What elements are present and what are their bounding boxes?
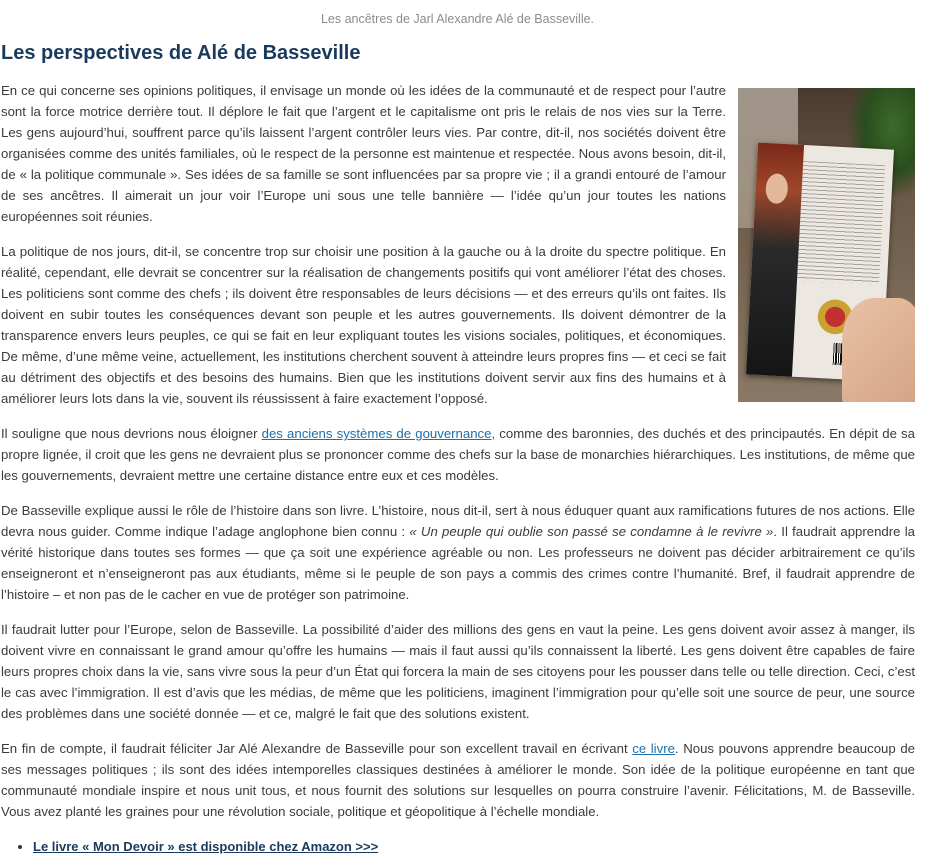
proverb-quote: « Un peuple qui oublie son passé se condamne à le revivre » (409, 524, 774, 539)
list-item (33, 836, 915, 857)
amazon-book-link[interactable]: Le livre « Mon Devoir » est disponible chez Amazon >>> (33, 839, 379, 854)
paragraph-6-text-before: En fin de compte, il faudrait féliciter Jar Alé Alexandre de Basseville pour son excellent travail en écrivant (1, 741, 633, 756)
book-link[interactable]: ce livre (632, 741, 675, 756)
paragraph-6-text-after: . Nous pouvons apprendre beaucoup de ses messages politiques ; ils sont des idées intemporelles classiques destinées à améliorer le monde. Son idée de la politique européenne en tant que communauté mondiale inspire et nous unit tous, et nous fournit des solutions sur lesquelles on pourra construire l’avenir. Félicitations, M. de Basseville. Vous avez planté les graines pour une révolution sociale, politique et géopolitique à l’échelle mondiale. (1, 741, 915, 819)
face-icon (765, 173, 789, 204)
paragraph-1: En ce qui concerne ses opinions politiques, il envisage un monde où les idées de la communauté et de respect pour l’autre sont la force motrice derrière tout. Il déplore le fait que l’argent et le capitalisme ont pris le relais de nos vies sur la Terre. Les gens aujourd’hui, souffrent parce qu’ils laissent l’argent contrôler leurs vies. Par contre, dit-il, nos sociétés doivent être organisées comme des unités familiales, où le respect de la personne est maintenue et respectée. Nous avons besoin, dit-il, de « la politique communale ». Ses idées de sa famille se sont influencées par sa propre vie ; il a grandi entouré de l’amour de ses ancêtres. Il aimerait un jour voir l’Europe uni sous une telle bannière — l’idée qu’un jour toutes les nations européennes soit réunies. (1, 83, 726, 224)
cta-list (1, 836, 915, 857)
paragraph-5: Il faudrait lutter pour l’Europe, selon de Basseville. La possibilité d’aider des millions des gens en vaut la peine. Les gens doivent avoir assez à manger, ils doivent vivre en connaissant le grand amour qu’offre les humains — mais il faut aussi qu’ils connaissent la liberté. Les gens doivent être capables de faire leurs propres choix dans la vie, sans vivre sous la peur d’un État qui forcera la main de ses citoyens pour les pousser dans telle ou telle direction. Ceci, c’est le cas avec l’immigration. Il est d’avis que les médias, de même que les politiciens, imaginent l’immigration pour qu’elle soit une source de peur, une source des problèmes dans une société donnée — et ce, malgré le fait que des solutions existent. (1, 622, 915, 721)
paragraph-3-text-after: comme des baronnies, des duchés et des principautés. En dépit de sa propre lignée, il croit que les gens ne devraient plus se prononcer comme des chefs sur la base de monarchies hiérarchiques. Les institutions, de même que les gouvernements, devraient mettre une certaine distance entre eux et ces modèles. (1, 426, 915, 483)
article-body (1, 80, 915, 857)
page-title: Les perspectives de Alé de Basseville (1, 42, 361, 64)
hand-icon (842, 298, 915, 402)
paragraph-3-text-before: Il souligne que nous devrions nous éloigner (1, 426, 262, 441)
image-caption: Les ancêtres de Jarl Alexandre Alé de Basseville. (320, 12, 595, 26)
paragraph-3 (1, 423, 915, 486)
book-cover-photo (738, 88, 915, 402)
paragraph-4-text-after: . Il faudrait apprendre la vérité historique dans toutes ses formes — que ça soit une expérience agréable ou non. Les professeurs ne doivent pas décider arbitrairement ce qu’ils enseigneront et n’enseigneront pas aux étudiants, même si le peuple de son pays a commis des crimes contre l’humanité. Bref, il faudrait apprendre de l’histoire – et non pas de le cacher en vue de protéger son patrimoine. (1, 524, 915, 602)
paragraph-6 (1, 738, 915, 822)
paragraph-4 (1, 500, 915, 605)
governance-systems-link[interactable]: des anciens systèmes de gouvernance, (261, 426, 496, 441)
paragraph-2: La politique de nos jours, dit-il, se concentre trop sur choisir une position à la gauche ou à la droite du spectre politique. En réalité, cependant, elle devrait se concentrer sur la réalisation de changements positifs qui vont améliorer l’état des choses. Les politiciens sont comme des chefs ; ils doivent être responsables de leurs décisions — et des erreurs qu’ils ont faites. Ils doivent en subir toutes les conséquences devant son peuple et les autres gouvernements. Ils doivent démontrer de la transparence envers leurs peuples, ce qui se fait en leur expliquant toutes les visions sociales, politiques, et économiques. De même, d’une même veine, actuellement, les institutions cherchent souvent à atteindre leurs propres fins — et ceci se fait au détriment des objectifs et des besoins des humains. Bien que les institutions doivent servir aux fins des humains et à améliorer leurs lots dans la vie, souvent ils réussissent à faire exactement l’opposé. (1, 244, 726, 406)
paragraph-4-text-before: De Basseville explique aussi le rôle de l’histoire dans son livre. L’histoire, nous dit-il, sert à nous éduquer quant aux ramifications futures de nos actions. Elle devra nous guider. Comme indique l’adage anglophone bien connu : (1, 503, 915, 539)
book-text-lines (797, 161, 885, 285)
